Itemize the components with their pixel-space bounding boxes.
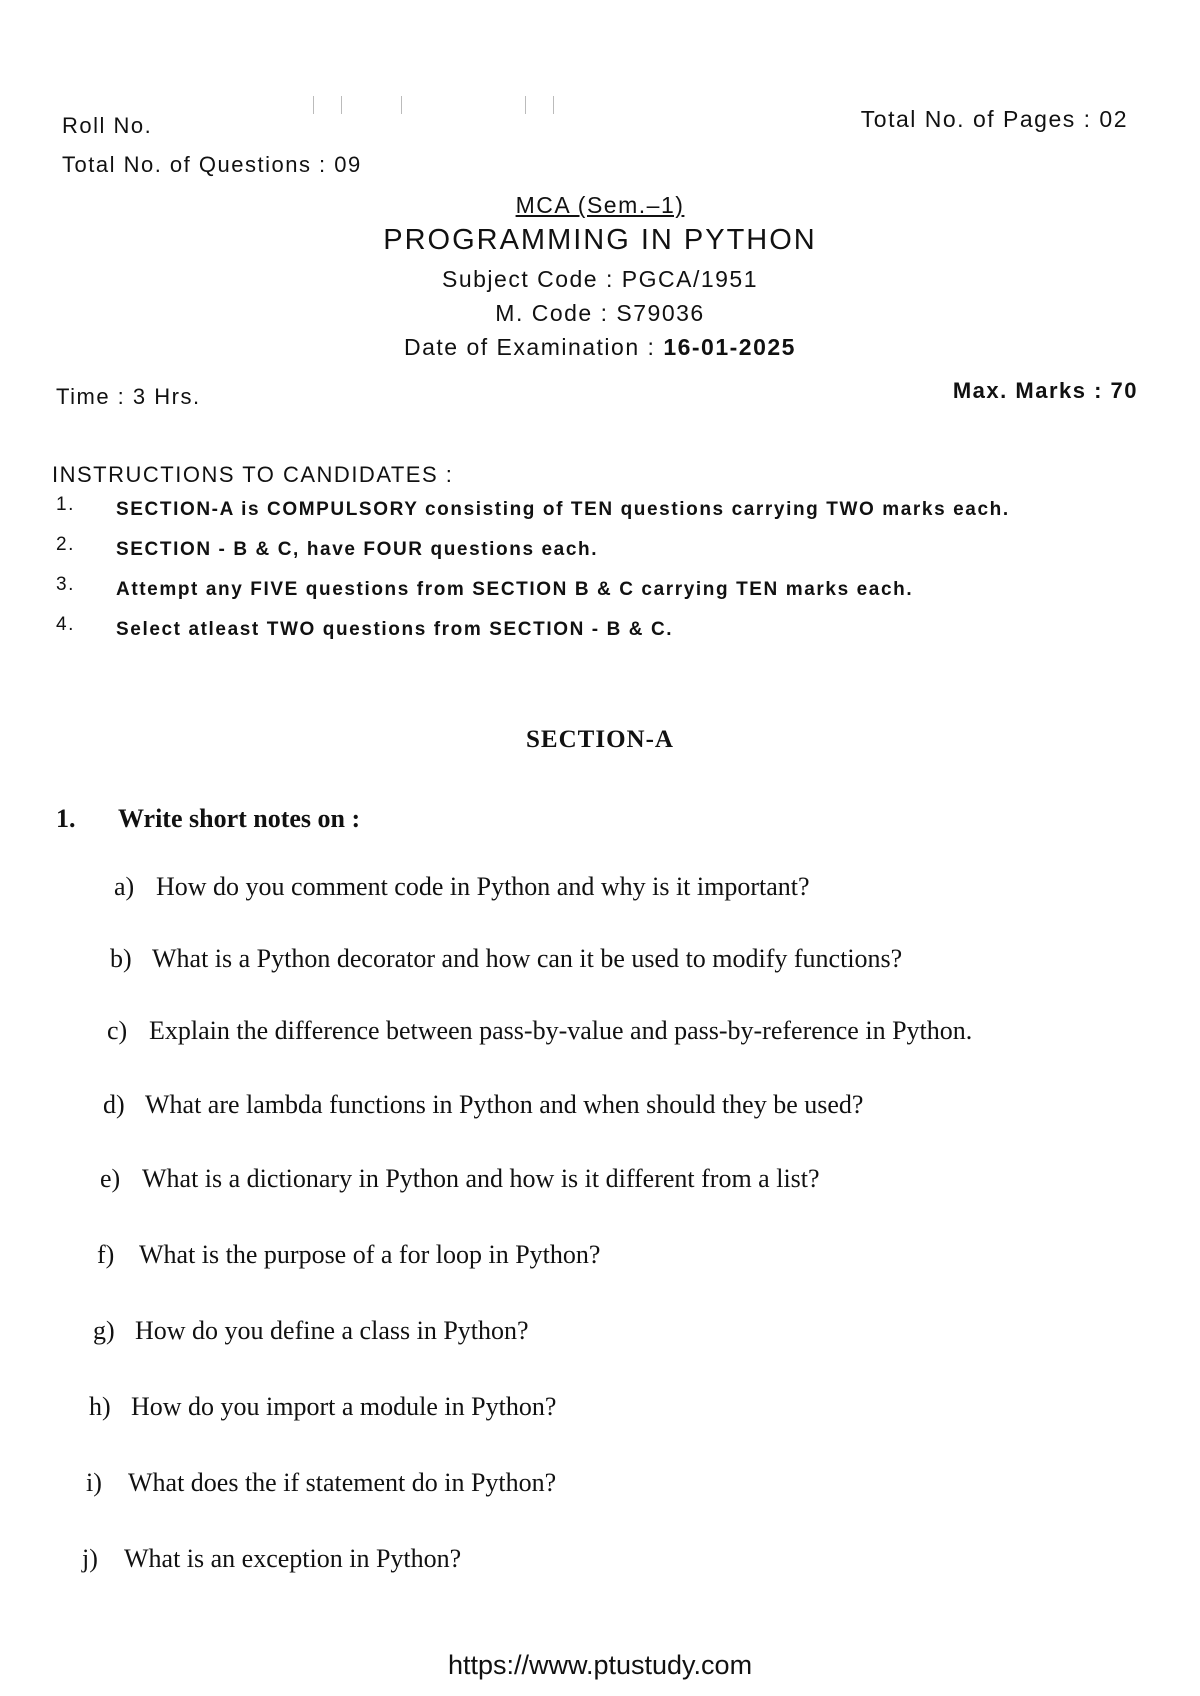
sub-question-g <box>93 1316 529 1346</box>
sub-question-letter: i) <box>86 1468 102 1497</box>
question-1 <box>56 804 360 834</box>
instruction-item <box>56 614 1136 646</box>
instructions-list <box>56 494 1136 654</box>
course-label: MCA (Sem.–1) <box>515 192 685 218</box>
instruction-item <box>56 534 1136 566</box>
total-pages: Total No. of Pages : 02 <box>860 106 1128 132</box>
sub-question-text: What are lambda functions in Python and when should they be used? <box>145 1090 864 1119</box>
sub-question-text: How do you import a module in Python? <box>131 1392 557 1421</box>
max-marks: Max. Marks : 70 <box>952 378 1138 403</box>
sub-question-text: What does the if statement do in Python? <box>128 1468 557 1497</box>
sub-question-letter: g) <box>93 1316 115 1345</box>
instruction-number: 1. <box>56 494 76 515</box>
total-questions: Total No. of Questions : 09 <box>62 152 362 177</box>
question-number: 1. <box>56 804 76 833</box>
sub-question-c <box>107 1016 972 1046</box>
sub-question-text: How do you comment code in Python and why is it important? <box>156 872 810 901</box>
sub-question-a <box>114 872 810 902</box>
sub-question-text: What is the purpose of a for loop in Python? <box>139 1240 601 1269</box>
instruction-item <box>56 574 1136 606</box>
sub-question-e <box>100 1164 820 1194</box>
instruction-number: 2. <box>56 534 76 555</box>
sub-question-h <box>89 1392 556 1422</box>
sub-question-text: What is an exception in Python? <box>124 1544 462 1573</box>
roll-no-boxes <box>305 96 575 120</box>
sub-question-letter: f) <box>97 1240 115 1269</box>
instruction-text: Attempt any FIVE questions from SECTION B & C carrying TEN marks each. <box>116 579 914 600</box>
exam-date-value: 16-01-2025 <box>663 334 796 360</box>
course-title <box>300 192 900 219</box>
sub-question-letter: b) <box>110 944 132 973</box>
instructions-title: INSTRUCTIONS TO CANDIDATES : <box>52 462 454 487</box>
exam-date <box>300 334 900 361</box>
exam-date-label: Date of Examination : <box>404 334 664 360</box>
sub-question-b <box>110 944 902 974</box>
sub-question-text: How do you define a class in Python? <box>135 1316 529 1345</box>
sub-question-d <box>103 1090 863 1120</box>
instruction-number: 4. <box>56 614 76 635</box>
sub-question-i <box>86 1468 556 1498</box>
instruction-text: SECTION-A is COMPULSORY consisting of TEN questions carrying TWO marks each. <box>116 499 1010 520</box>
instruction-text: Select atleast TWO questions from SECTION - B & C. <box>116 619 674 640</box>
sub-question-j <box>82 1544 461 1574</box>
question-text: Write short notes on : <box>118 804 361 833</box>
instruction-number: 3. <box>56 574 76 595</box>
sub-question-text: What is a dictionary in Python and how is it different from a list? <box>142 1164 820 1193</box>
subject-code: Subject Code : PGCA/1951 <box>442 266 758 292</box>
sub-question-letter: e) <box>100 1164 121 1193</box>
footer-url[interactable]: https://www.ptustudy.com <box>447 1650 753 1680</box>
instruction-text: SECTION - B & C, have FOUR questions each. <box>116 539 599 560</box>
exam-time: Time : 3 Hrs. <box>56 384 201 409</box>
roll-no-label: Roll No. <box>62 113 153 138</box>
sub-question-letter: h) <box>89 1392 111 1421</box>
sub-question-letter: a) <box>114 872 135 901</box>
sub-question-letter: d) <box>103 1090 125 1119</box>
sub-question-letter: c) <box>107 1016 128 1045</box>
sub-question-letter: j) <box>82 1544 98 1573</box>
section-a-title: SECTION-A <box>526 726 674 753</box>
instruction-item <box>56 494 1136 526</box>
subject-title: PROGRAMMING IN PYTHON <box>383 224 817 256</box>
m-code: M. Code : S79036 <box>495 300 705 326</box>
sub-question-f <box>97 1240 600 1270</box>
sub-question-text: Explain the difference between pass-by-value and pass-by-reference in Python. <box>149 1016 973 1045</box>
sub-question-text: What is a Python decorator and how can it be used to modify functions? <box>152 944 903 973</box>
